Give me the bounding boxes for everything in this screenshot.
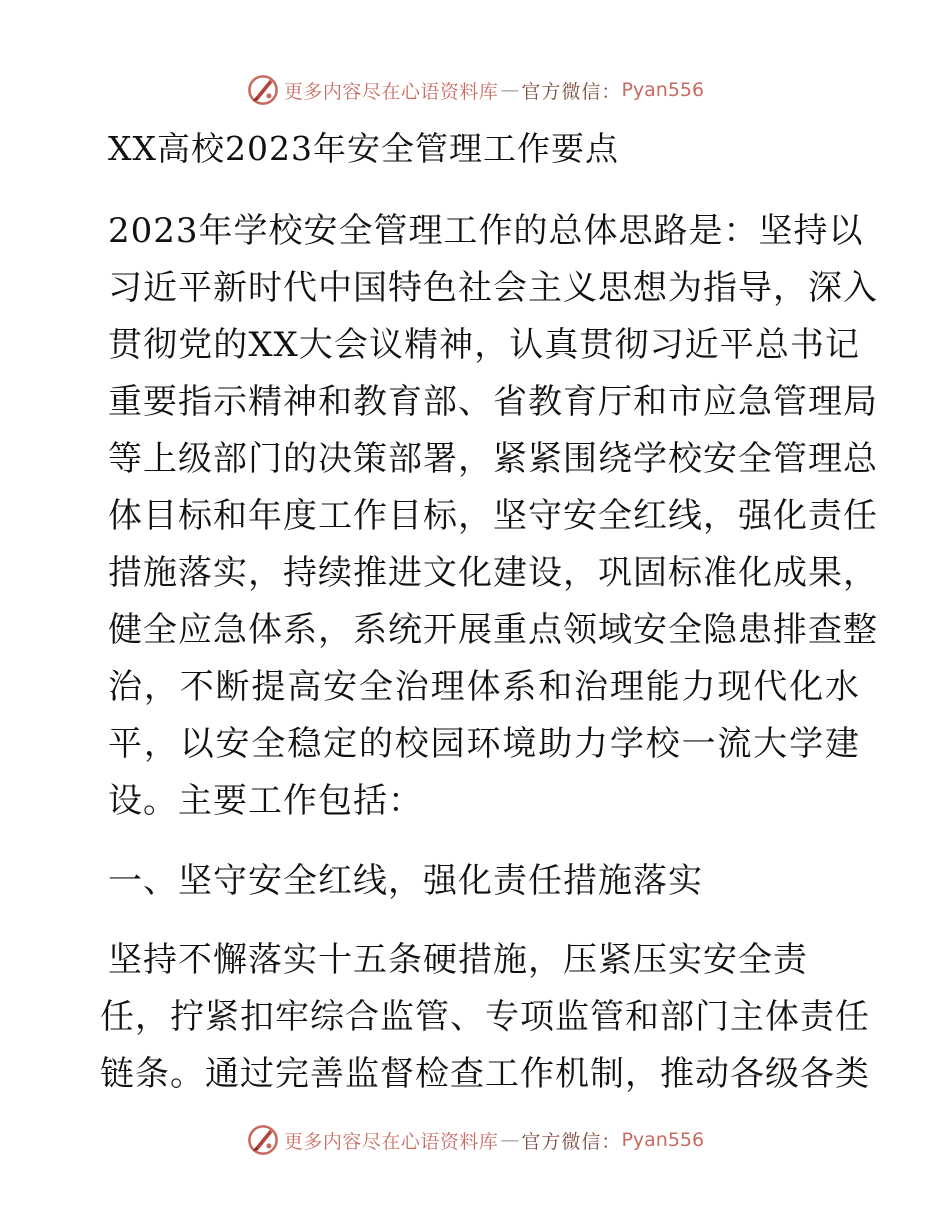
document-title: XX高校2023年安全管理工作要点 <box>108 129 619 168</box>
section-heading: 一、坚守安全红线，强化责任措施落实 <box>108 861 703 901</box>
intro-line: 习近平新时代中国特色社会主义思想为指导，深入 <box>108 268 878 308</box>
section1-line: 链条。通过完善监督检查工作机制，推动各级各类 <box>100 1054 870 1094</box>
intro-line: 体目标和年度工作目标，坚守安全红线，强化责任 <box>108 496 878 536</box>
watermark-wechat-id: Pyan556 <box>621 79 705 101</box>
watermark-wechat-id: Pyan556 <box>621 1129 705 1151</box>
intro-line: 治，不断提高安全治理体系和治理能力现代化水 <box>108 667 860 707</box>
intro-line: 设。主要工作包括： <box>108 781 423 821</box>
watermark-text: 更多内容尽在心语资料库 <box>283 80 499 103</box>
intro-line: 措施落实，持续推进文化建设，巩固标准化成果， <box>108 553 878 593</box>
watermark-footer <box>0 1120 950 1160</box>
intro-line: 等上级部门的决策部署，紧紧围绕学校安全管理总 <box>108 439 878 479</box>
watermark-header <box>0 70 950 110</box>
section1-line: 任，拧紧扣牢综合监管、专项监管和部门主体责任 <box>100 997 870 1037</box>
intro-line: 健全应急体系，系统开展重点领域安全隐患排查整 <box>108 610 878 650</box>
watermark-dash: — <box>500 79 520 101</box>
watermark-label: 官方微信： <box>521 80 622 103</box>
document-page <box>100 120 878 1103</box>
intro-paragraph <box>100 203 878 830</box>
quill-seal-icon <box>246 73 280 107</box>
watermark-text: 更多内容尽在心语资料库 <box>283 1130 499 1153</box>
intro-line: 2023年学校安全管理工作的总体思路是：坚持以 <box>108 211 864 251</box>
intro-line: 重要指示精神和教育部、省教育厅和市应急管理局 <box>108 382 878 422</box>
watermark-dash: — <box>500 1129 520 1151</box>
section1-paragraph <box>100 932 870 1103</box>
intro-line: 贯彻党的XX大会议精神，认真贯彻习近平总书记 <box>108 325 860 365</box>
section1-line: 坚持不懈落实十五条硬措施，压紧压实安全责 <box>108 940 808 980</box>
quill-seal-icon <box>246 1123 280 1157</box>
watermark-label: 官方微信： <box>521 1130 622 1153</box>
intro-line: 平，以安全稳定的校园环境助力学校一流大学建 <box>108 724 860 764</box>
